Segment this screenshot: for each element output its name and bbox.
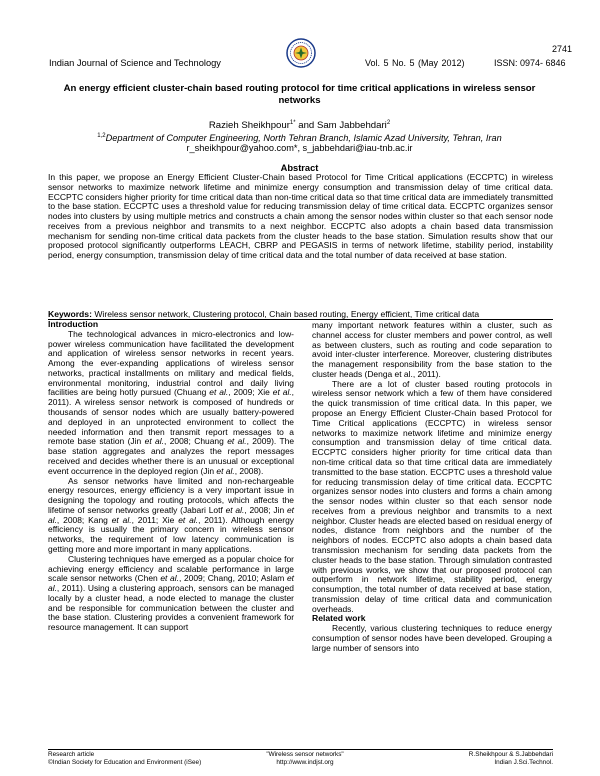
paper-title: An energy efficient cluster-chain based routing protocol for time critical applications in wireless sensor networks <box>63 83 536 106</box>
keywords-label: Keywords: <box>48 309 92 319</box>
right-column <box>312 321 552 654</box>
keywords-text: Wireless sensor network, Clustering protocol, Chain based routing, Energy efficient, Time critical data <box>91 309 480 319</box>
footer-url: http://www.indjst.org <box>276 758 334 766</box>
introduction-heading: Introduction <box>48 319 99 329</box>
intro-paragraph-1: The technological advances in micro-electronics and low-power wireless communication have facilitated the development and application of wireless sensor networks in recent years. Among the ever-expanding applications of wireless sensor networks, practical installments on military and medical fields, environmental monitoring, industrial control and daily living facilities are being hotly pursued (Chuang et al., 2009; Xie et al., 2011). A wireless sensor network is composed of hundreds or thousands of sensor nodes which are usually battery-powered and deployed in an unprotected environment to collect the needed information and then transmit report messages to a remote base station (Jin et al., 2008; Chuang et al., 2009). The base station aggregates and analyzes the report messages received and decides whether there is an unusual or exceptional event occurrence in the deployed region (Jin et al., 2008). <box>48 328 295 476</box>
volume-issue: Vol. 5 No. 5 (May 2012) <box>365 58 465 68</box>
author-2-sup: 2 <box>386 120 391 126</box>
footer-copyright: ©Indian Society for Education and Environment (iSee) <box>48 758 202 766</box>
right-paragraph-3: Recently, various clustering techniques to reduce energy consumption of sensor nodes have been developed. Grouping a large number of sensors into <box>312 623 552 653</box>
abstract-heading: Abstract <box>280 163 319 173</box>
issn: ISSN: 0974- 6846 <box>494 58 566 68</box>
author-1-sup: 1* <box>289 120 296 126</box>
journal-seal-icon <box>286 38 316 68</box>
affiliation-sup: 1,2 <box>97 133 106 139</box>
footer-journal-abbrev: Indian J.Sci.Technol. <box>494 758 553 766</box>
right-paragraph-2: There are a lot of cluster based routing protocols in wireless sensor network which a few of them have considered the quick transmission of time critical data. In this paper, we propose an Energy Efficient Cluster-Chain based Protocol for Time Critical applications (ECCPTC) in wireless sensor networks to maximize network lifetime and minimize energy consumption and transmission delay of time critical data. ECCPTC considers higher priority for time critical data than non-time critical data so that time critical data are immediately transmitted to the base station. ECCPTC uses a threshold value for reducing transmission delay of time critical data. ECCPTC organizes sensor nodes into clusters and forms a chain among the sensor nodes within cluster so that each sensor node receives from a previous neighbor and transmits to a next neighbor. Cluster heads are elected based on residual energy of nodes, distance from neighbors and the number of the neighbors of nodes. ECCPTC also adopts a chain based data transmission mechanism for sending data packets from the cluster heads to the base station. Through simulation contrasted with previous works, we show that our proposed protocol can outperform in network lifetime, stability period, energy consumption, the total number of data received at base station, transmission delay of time critical data and communication overheads. <box>312 378 552 614</box>
footer-authors: R.Sheikhpour & S.Jabbehdari <box>468 751 553 758</box>
left-column <box>48 320 294 633</box>
footer-left <box>48 751 201 766</box>
intro-paragraph-2: As sensor networks have limited and non-rechargeable energy resources, energy efficiency is a very important issue in designing the topology and routing protocols, which affects the lifetime of sensor networks greatly (Jabari Lotf et al., 2008; Jin et al., 2008; Kang et al., 2011; Xie et al., 2011). Although energy efficiency is usually the primary concern in wireless sensor networks, the requirement of low latency communication is getting more and more important in many applications. <box>48 475 295 554</box>
affiliation-text: Department of Computer Engineering, North Tehran Branch, Islamic Azad University, Tehran, Iran <box>105 133 502 144</box>
keywords <box>48 309 553 319</box>
authors-and: and <box>295 120 317 132</box>
right-paragraph-1: many important network features within a cluster, such as channel access for cluster members and power control, as well as between clusters, such as routing and code separation to avoid inter-cluster interference. Moreover, clustering distributes the management responsibility from the base station to the cluster heads (Denga et al., 2011). <box>312 320 552 379</box>
author-1: Razieh Sheikhpour <box>208 120 290 132</box>
footer-topic: "Wireless sensor networks" <box>266 751 344 758</box>
journal-name: Indian Journal of Science and Technology <box>49 58 221 68</box>
author-emails: r_sheikhpour@yahoo.com*, s_jabbehdari@iau-tnb.ac.ir <box>186 143 413 153</box>
intro-paragraph-3: Clustering techniques have emerged as a popular choice for achieving energy efficiency and scalable performance in large scale sensor networks (Chen et al., 2009; Chang, 2010; Aslam et al., 2011). Using a clustering approach, sensors can be managed locally by a cluster head, a node elected to manage the cluster and be responsible for communication between the cluster and the base station. Clustering provides a convenient framework for resource management. It can support <box>48 553 295 633</box>
page-number: 2741 <box>551 44 572 54</box>
footer-right <box>445 751 553 766</box>
authors <box>49 120 550 131</box>
author-2: Sam Jabbehdari <box>316 120 387 132</box>
footer-center <box>250 751 360 766</box>
footer-article-type: Research article <box>48 751 95 758</box>
related-work-heading: Related work <box>312 613 366 624</box>
abstract-text: In this paper, we propose an Energy Efficient Cluster-Chain based Protocol for Time Critical applications (ECCPTC) in wireless sensor networks to maximize network lifetime and minimize energy consumption and transmission delay of time critical data. ECCPTC considers higher priority for time critical data than non-time critical data so that time critical data are immediately transmitted to the base station. ECCPTC uses a threshold value for reducing transmission delay of time critical data. ECCPTC organizes sensor nodes into clusters by using multiple metrics and constructs a chain among the sensor nodes within cluster so that each sensor node receives from a previous neighbor and transmits to a next neighbor. ECCPTC also adopts a chain based data transmission mechanism for sending non-time critical data packets from the cluster heads to the base station. Simulation results show that our proposed protocol significantly outperforms LEACH, CBRP and PEGASIS in terms of network lifetime, stability period, instability period, energy consumption, transmission delay of time critical data and the total number of data received at base station. <box>48 172 553 260</box>
footer-divider <box>48 749 553 750</box>
